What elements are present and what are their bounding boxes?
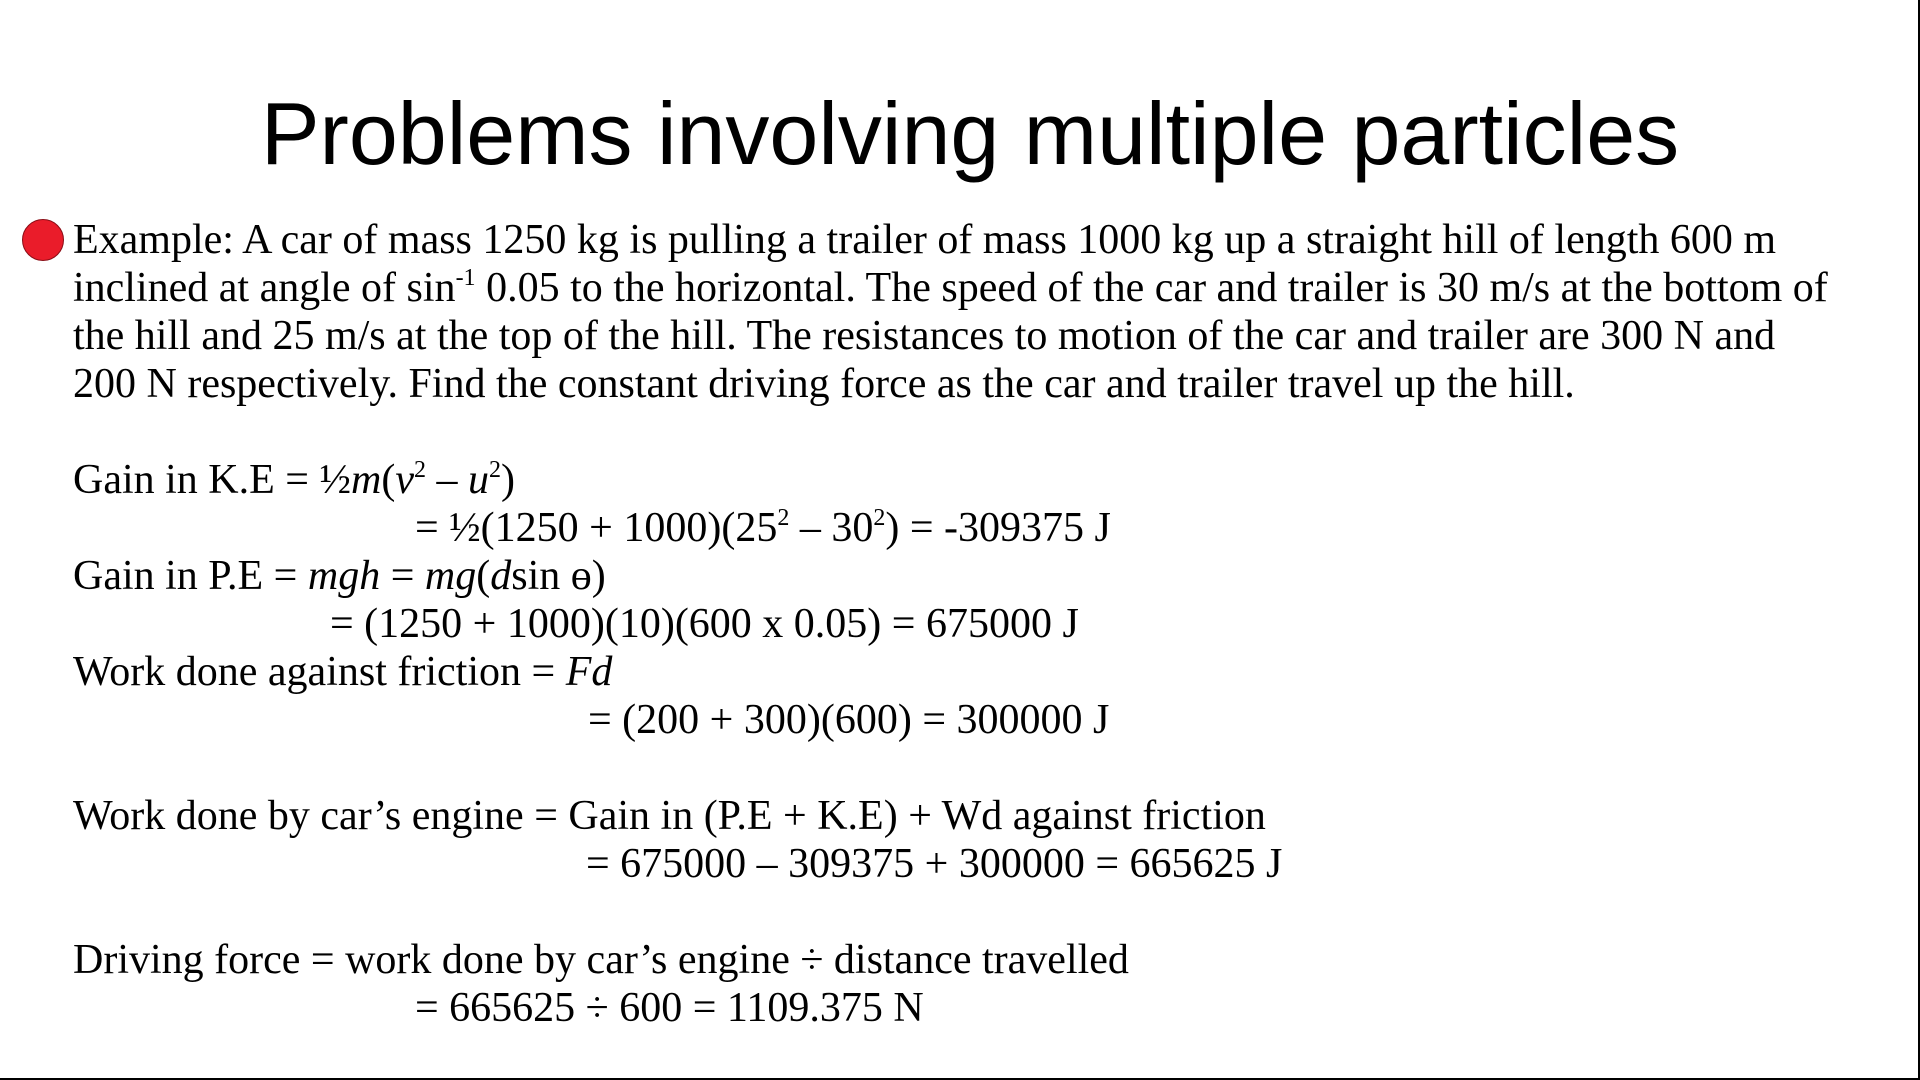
example-text-1: Example: A car of mass 1250 kg is pulling a trailer of mass 1000 kg up a straight hill of length 600 m <box>73 217 1777 263</box>
friction-fd: Fd <box>565 649 613 695</box>
friction-calc: = (200 + 300)(600) = 300000 J <box>588 697 1110 743</box>
driving-label: Driving force = work done by car’s engine ÷ distance travelled <box>73 937 1129 983</box>
red-bullet-icon <box>22 219 64 261</box>
ke-label: Gain in K.E = ½ <box>73 457 351 503</box>
spacer <box>73 888 1918 936</box>
ke-v-square: 2 <box>413 457 426 483</box>
example-text-3: the hill and 25 m/s at the top of the hill. The resistances to motion of the car and trailer are 300 N and <box>73 313 1776 359</box>
example-text-4: 200 N respectively. Find the constant driving force as the car and trailer travel up the hill. <box>73 361 1575 407</box>
engine-calc-line <box>73 840 1918 888</box>
driving-formula-line <box>73 936 1918 984</box>
ke-calc-sq-2: 2 <box>873 505 886 531</box>
friction-calc-line <box>73 696 1918 744</box>
pe-formula-line <box>73 552 1918 600</box>
ke-open: ( <box>381 457 396 503</box>
example-text-2b: 0.05 to the horizontal. The speed of the car and trailer is 30 m/s at the bottom of <box>475 265 1828 311</box>
pe-mg: mg <box>424 553 477 599</box>
example-text-2a: inclined at angle of sin <box>73 265 456 311</box>
example-line-3 <box>73 312 1918 360</box>
spacer <box>73 744 1918 792</box>
ke-calc-c: ) = -309375 J <box>885 505 1111 551</box>
friction-formula-line <box>73 648 1918 696</box>
slide-title: Problems involving multiple particles <box>260 84 1680 183</box>
ke-u: u <box>467 457 489 503</box>
driving-calc: = 665625 ÷ 600 = 1109.375 N <box>415 985 924 1031</box>
ke-u-square: 2 <box>488 457 501 483</box>
pe-label: Gain in P.E = <box>73 553 308 599</box>
example-line-1 <box>73 216 1918 264</box>
engine-label: Work done by car’s engine = Gain in (P.E + K.E) + Wd against friction <box>73 793 1266 839</box>
ke-calc-line <box>73 504 1918 552</box>
example-line-4 <box>73 360 1918 408</box>
pe-eq: = <box>380 553 425 599</box>
pe-mgh: mgh <box>307 553 381 599</box>
pe-sin: sin ɵ) <box>511 553 606 599</box>
pe-calc: = (1250 + 1000)(10)(600 x 0.05) = 675000 J <box>330 601 1079 647</box>
friction-label: Work done against friction = <box>73 649 566 695</box>
ke-m: m <box>350 457 382 503</box>
example-line-2 <box>73 264 1918 312</box>
ke-calc-b: – 30 <box>789 505 874 551</box>
engine-calc: = 675000 – 309375 + 300000 = 665625 J <box>586 841 1283 887</box>
spacer <box>73 408 1918 456</box>
pe-open: ( <box>476 553 491 599</box>
example-paragraph <box>73 216 1918 408</box>
ke-minus: – <box>425 457 468 503</box>
slide-body <box>73 216 1918 1032</box>
ke-calc-a: = ½(1250 + 1000)(25 <box>415 505 778 551</box>
pe-calc-line <box>73 600 1918 648</box>
ke-close: ) <box>500 457 515 503</box>
inverse-superscript: -1 <box>455 265 476 291</box>
pe-d: d <box>490 553 512 599</box>
ke-calc-sq-1: 2 <box>777 505 790 531</box>
ke-v: v <box>395 457 414 503</box>
driving-calc-line <box>73 984 1918 1032</box>
ke-formula-line <box>73 456 1918 504</box>
engine-formula-line <box>73 792 1918 840</box>
